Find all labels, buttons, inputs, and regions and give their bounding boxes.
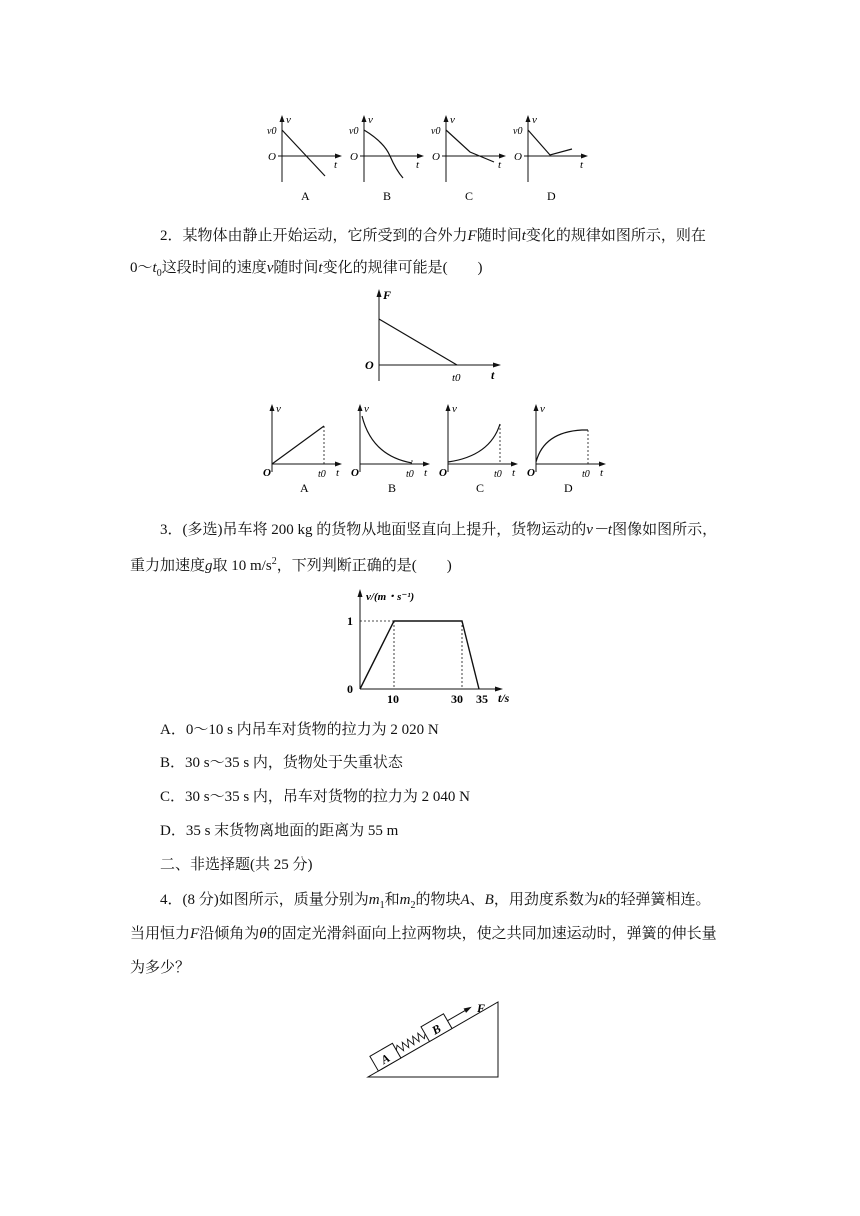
q4-line2-f: F [190,926,200,942]
q2-stem-line2-v: v [266,260,274,276]
q4-line1-block-b: B [484,892,494,908]
q3-x-tick-10: 10 [387,692,399,706]
q1-c-line [446,130,494,162]
q4-line1-c: 的物块 [415,892,461,908]
q1-a-letter: A [301,189,310,203]
q3-stem-line2-g: g [205,558,213,574]
q1-graph-a [267,114,342,203]
q2-b-letter: B [388,481,397,495]
q2-stem-line2-b: 这段时间的速度 [161,260,267,276]
q4-line3: 为多少？ [130,960,191,976]
q2-c-t-label: t [512,467,516,479]
q3-x-tick-35: 35 [476,692,488,706]
q2-graph-d [527,403,606,495]
q3-x-tick-labels [387,692,488,706]
q3-series-line [360,621,479,689]
q4-line1-m1: m [368,892,380,908]
q2-a-v-label: v [276,403,281,415]
q3-stem-line2-c: ，下列判断正确的是( ) [276,558,452,574]
q1-a-line [282,130,325,176]
q2-c-letter: C [476,481,485,495]
q2-stem-line1-c: 变化的规律如图所示，则在 [525,228,706,244]
q2-b-t-label: t [424,467,428,479]
q1-b-letter: B [383,189,392,203]
q2-stem-line2-a: 0～ [130,260,153,276]
q2-a-letter: A [300,481,309,495]
force-arrow [448,1009,468,1021]
q1-d-letter: D [547,189,556,203]
q3-guide-lines [360,621,462,689]
q1-a-origin-label: O [268,151,276,163]
q2-d-origin-label: O [527,467,535,479]
q2-a-t-label: t [336,467,340,479]
q4-line1-b: 和 [384,892,400,908]
q2-option-graphs [258,400,608,500]
q1-c-v-label: v [450,114,455,126]
q2-d-curve [536,430,588,462]
q4-line2-c: 的固定光滑斜面向上拉两物块，使之共同加速运动时，弹簧的伸长量 [266,926,717,942]
q2-stem-line2-t0-sub: 0 [156,268,162,279]
q1-d-line [528,130,572,155]
q4-line1-m1-sub: 1 [379,900,385,911]
q2-a-t0-label: t0 [318,469,326,480]
q4-line2-a: 当用恒力 [130,926,191,942]
q1-b-v-label: v [368,114,373,126]
q3-option-d: D．35 s 末货物离地面的距离为 55 m [160,823,399,839]
q3-stem-line2 [130,552,452,576]
q1-c-v0-label: v0 [431,126,441,137]
q1-c-letter: C [465,189,474,203]
section2-title: 二、非选择题(共 25 分) [160,857,313,873]
q1-d-v0-label: v0 [513,126,523,137]
q2-force-t0-label: t0 [452,372,461,384]
q3-stem-line1-vt: v－t [586,522,613,538]
q3-x-tick-30: 30 [451,692,463,706]
q2-stem-line2 [130,258,483,284]
q4-line1 [160,890,711,916]
q4-incline-figure [360,990,510,1082]
q1-a-v0-label: v0 [267,126,277,137]
q1-graph-c [431,114,506,203]
q2-c-v-label: v [452,403,457,415]
q1-c-t-label: t [498,159,502,171]
q3-origin-label: 0 [347,682,353,696]
q2-c-t0-label: t0 [494,469,502,480]
q2-a-origin-label: O [263,467,271,479]
q1-a-t-label: t [334,159,338,171]
q2-d-t-label: t [600,467,604,479]
q4-line2 [130,924,717,944]
q3-y-axis-label: v/(m・s⁻¹) [366,591,415,603]
q4-line1-f: 的轻弹簧相连。 [605,892,711,908]
q3-stem-line2-b: 取 10 m/s [212,558,272,574]
q2-stem-line2-c: 随时间 [273,260,319,276]
q3-stem-line1-a: 3．(多选)吊车将 200 kg 的货物从地面竖直向上提升，货物运动的 [160,522,587,538]
q3-stem-line2-a: 重力加速度 [130,558,206,574]
q1-b-t-label: t [416,159,420,171]
q3-stem-line1-b: 图像如图所示， [612,522,718,538]
q4-line1-m2: m [399,892,411,908]
q2-force-line [379,319,457,365]
q1-b-origin-label: O [350,151,358,163]
q3-option-c: C．30 s～35 s 内，吊车对货物的拉力为 2 040 N [160,789,471,805]
q2-stem-line1-f: F [467,228,477,244]
q4-line1-e: ，用劲度系数为 [493,892,599,908]
q1-d-v-label: v [532,114,537,126]
q4-line1-m2-sub: 2 [410,900,416,911]
q3-option-b: B．30 s～35 s 内，货物处于失重状态 [160,755,403,771]
q2-force-graph [360,285,510,385]
q2-d-v-label: v [540,403,545,415]
block-b-label: B [429,1021,444,1038]
q2-c-origin-label: O [439,467,447,479]
q2-stem-line1-t: t [521,228,526,244]
q2-graph-b [351,403,430,495]
spring [394,1030,427,1053]
q3-stem-line2-sup: 2 [271,556,277,567]
q2-stem-line2-t: t [318,260,323,276]
q2-c-curve [448,424,500,462]
q2-force-origin-label: O [365,358,374,372]
q4-line2-b: 沿倾角为 [199,926,260,942]
q4-line1-k: k [598,892,606,908]
q4-line1-a: 4．(8 分)如图所示，质量分别为 [160,892,369,908]
q2-graph-a [263,403,342,495]
q2-a-line [272,426,324,464]
q2-force-f-label: F [383,288,392,302]
q2-b-origin-label: O [351,467,359,479]
q1-option-graphs [258,112,598,206]
q4-line2-theta: θ [259,926,267,942]
q2-b-t0-label: t0 [406,469,414,480]
q1-d-origin-label: O [514,151,522,163]
q2-stem-line1-b: 随时间 [476,228,522,244]
q4-line1-block-a: A [460,892,470,908]
q1-d-t-label: t [580,159,584,171]
q1-c-origin-label: O [432,151,440,163]
q2-force-t-label: t [491,368,495,382]
q2-d-letter: D [564,481,573,495]
q3-option-a: A．0～10 s 内吊车对货物的拉力为 2 020 N [160,722,439,738]
q1-graph-b [349,114,424,203]
q1-b-v0-label: v0 [349,126,359,137]
q2-stem-line1-a: 2．某物体由静止开始运动，它所受到的合外力 [160,228,468,244]
q2-stem-line1 [160,226,706,246]
q2-graph-c [439,403,518,495]
q1-graph-d [513,114,588,203]
q1-b-curve [364,130,403,178]
q2-stem-line2-t0: t [152,260,157,276]
q2-b-v-label: v [364,403,369,415]
q2-stem-line2-d: 变化的规律可能是( ) [322,260,483,276]
q3-y-tick-labels [347,614,353,628]
block-a-label: A [378,1050,393,1067]
q3-vt-chart [335,586,525,706]
q3-y-tick-1: 1 [347,614,353,628]
q3-stem-line1 [160,520,717,540]
q1-a-v-label: v [286,114,291,126]
q2-b-curve [362,416,412,463]
q4-line1-d: 、 [469,892,485,908]
q3-x-axis-label: t/s [498,691,510,705]
force-label: F [477,1001,486,1015]
q2-d-t0-label: t0 [582,469,590,480]
